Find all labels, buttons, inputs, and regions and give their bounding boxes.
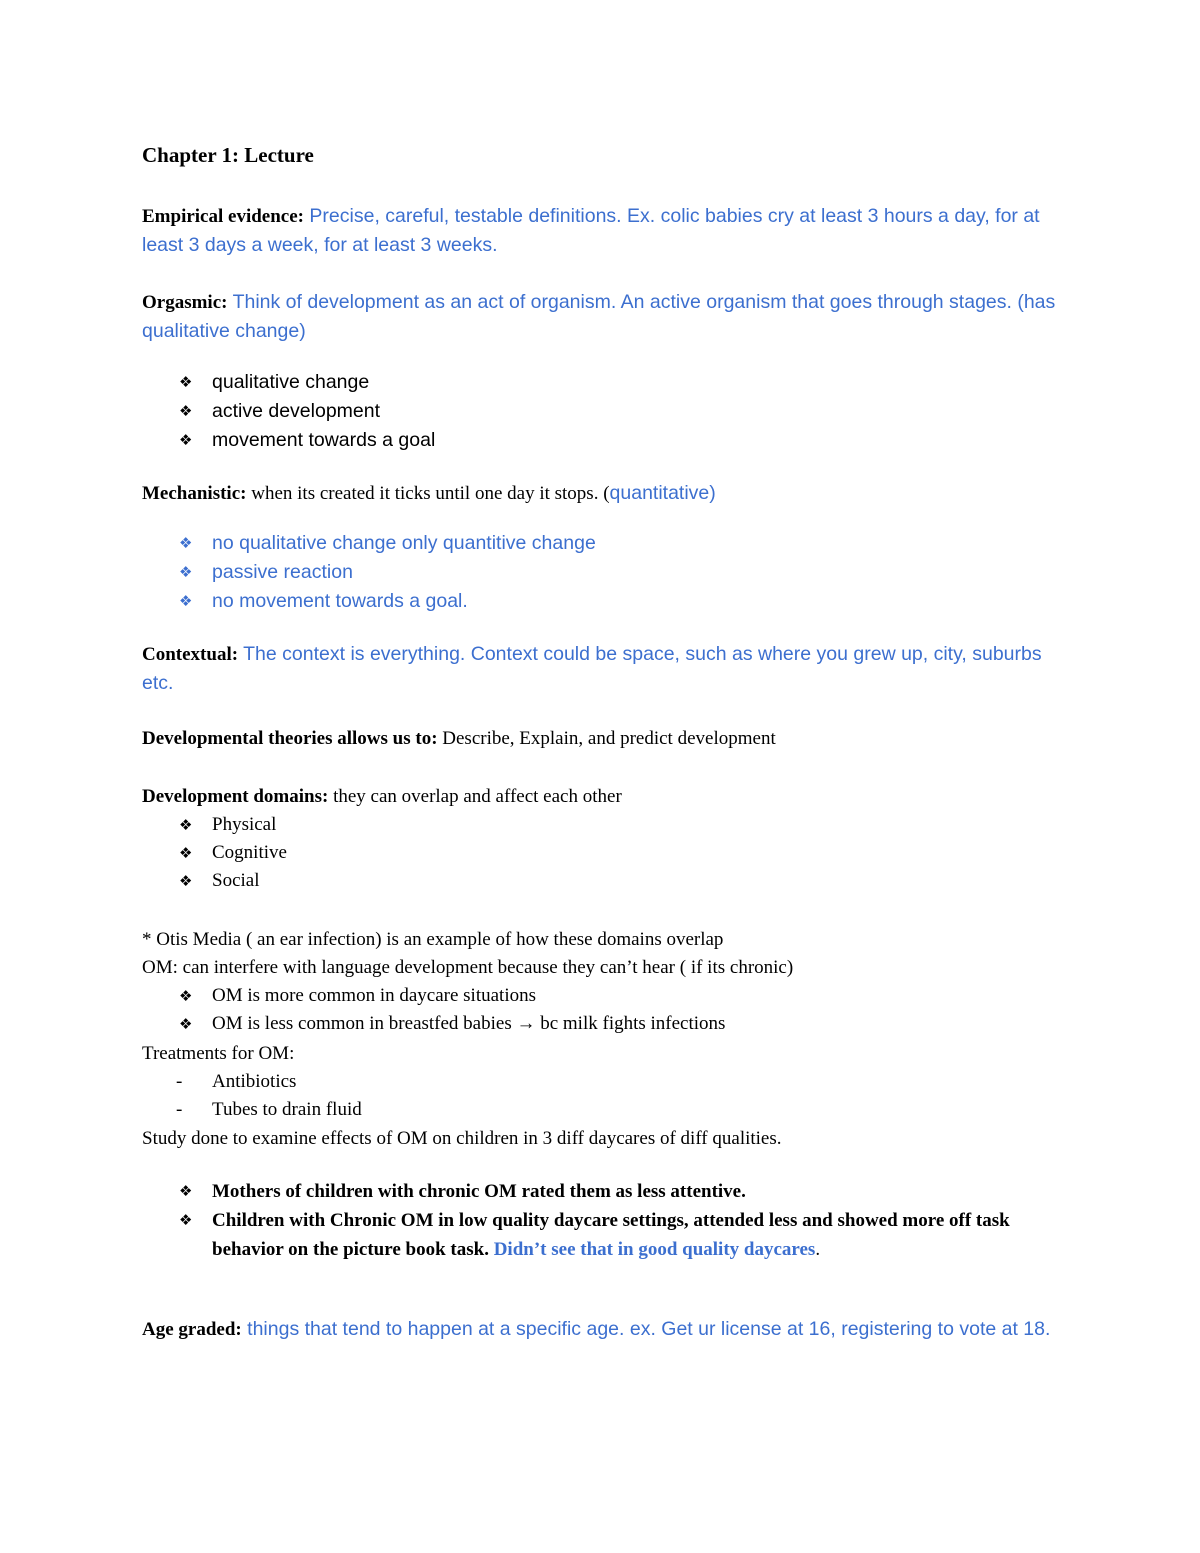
list-item: ❖ Children with Chronic OM in low quality daycare settings, attended less and showed more off task behavior on the picture book task. Didn’t see that in good quality daycares.: [142, 1206, 1072, 1264]
age-graded-label: Age graded:: [142, 1319, 242, 1340]
empirical-text: Precise, careful, testable definitions. Ex. colic babies cry at least 3 hours a day, for at least 3 days a week, for at least 3 weeks.: [142, 205, 1040, 256]
contextual-label: Contextual:: [142, 644, 239, 665]
diamond-bullet-icon: ❖: [179, 1015, 193, 1033]
age-graded-text: things that tend to happen at a specific age. ex. Get ur license at 16, registering to vote at 18.: [247, 1318, 1051, 1340]
study-text: Study done to examine effects of OM on children in 3 diff daycares of diff qualities.: [142, 1128, 782, 1149]
list-item: ❖ no qualitative change only quantitive change: [142, 529, 1072, 558]
findings-list: [142, 1177, 1072, 1264]
list-item: ❖ Mothers of children with chronic OM rated them as less attentive.: [142, 1177, 1072, 1206]
mechanistic-text-blue: quantitative): [609, 482, 716, 504]
domains-section: [142, 783, 1072, 811]
page-title: Chapter 1: Lecture: [142, 143, 314, 167]
diamond-bullet-icon: ❖: [179, 592, 193, 610]
mechanistic-label: Mechanistic:: [142, 483, 247, 504]
theories-text: Describe, Explain, and predict development: [442, 728, 776, 749]
contextual-text: The context is everything. Context could be space, such as where you grew up, city, suburbs etc.: [142, 643, 1042, 694]
diamond-bullet-icon: ❖: [179, 431, 193, 449]
list-item: ❖ OM is less common in breastfed babies → bc milk fights infections: [142, 1010, 1072, 1038]
diamond-bullet-icon: ❖: [179, 816, 193, 834]
list-item: ❖ active development: [142, 397, 1072, 426]
list-item: ❖ Physical: [142, 811, 1072, 839]
list-item: ❖ passive reaction: [142, 558, 1072, 587]
diamond-bullet-icon: ❖: [179, 373, 193, 391]
list-item: ❖ Cognitive: [142, 839, 1072, 867]
list-item: ❖ no movement towards a goal.: [142, 587, 1072, 616]
domains-text: they can overlap and affect each other: [333, 786, 622, 807]
empirical-label: Empirical evidence:: [142, 206, 304, 227]
mechanistic-list: [142, 529, 1072, 616]
treatments-list: [142, 1068, 1072, 1124]
om-list: [142, 982, 1072, 1038]
orgasmic-text: Think of development as an act of organism. An active organism that goes through stages. (has qualitative change): [142, 291, 1056, 342]
diamond-bullet-icon: ❖: [179, 1182, 193, 1200]
theories-label: Developmental theories allows us to:: [142, 728, 438, 749]
list-item: ❖ OM is more common in daycare situations: [142, 982, 1072, 1010]
orgasmic-label: Orgasmic:: [142, 292, 228, 313]
diamond-bullet-icon: ❖: [179, 1211, 193, 1229]
mechanistic-section: [142, 479, 1072, 508]
dash-bullet: -: [176, 1071, 183, 1092]
theories-section: [142, 725, 1072, 753]
list-item: ❖ Social: [142, 867, 1072, 895]
diamond-bullet-icon: ❖: [179, 872, 193, 890]
orgasmic-list: [142, 368, 1072, 455]
list-item: - Tubes to drain fluid: [142, 1096, 1072, 1124]
contextual-section: [142, 640, 1072, 698]
om-line: OM: can interfere with language development because they can’t hear ( if its chronic): [142, 957, 794, 978]
list-item: - Antibiotics: [142, 1068, 1072, 1096]
diamond-bullet-icon: ❖: [179, 534, 193, 552]
om-note: * Otis Media ( an ear infection) is an example of how these domains overlap: [142, 929, 724, 950]
diamond-bullet-icon: ❖: [179, 844, 193, 862]
diamond-bullet-icon: ❖: [179, 987, 193, 1005]
list-item: ❖ qualitative change: [142, 368, 1072, 397]
list-item: ❖ movement towards a goal: [142, 426, 1072, 455]
domains-list: [142, 811, 1072, 895]
diamond-bullet-icon: ❖: [179, 402, 193, 420]
domains-label: Development domains:: [142, 786, 329, 807]
empirical-section: [142, 202, 1072, 260]
mechanistic-text: when its created it ticks until one day it stops. (: [251, 483, 610, 504]
treatments-label: Treatments for OM:: [142, 1043, 295, 1064]
diamond-bullet-icon: ❖: [179, 563, 193, 581]
age-graded-section: [142, 1315, 1072, 1344]
finding-blue-text: Didn’t see that in good quality daycares: [493, 1239, 816, 1260]
dash-bullet: -: [176, 1099, 183, 1120]
orgasmic-section: [142, 288, 1072, 346]
